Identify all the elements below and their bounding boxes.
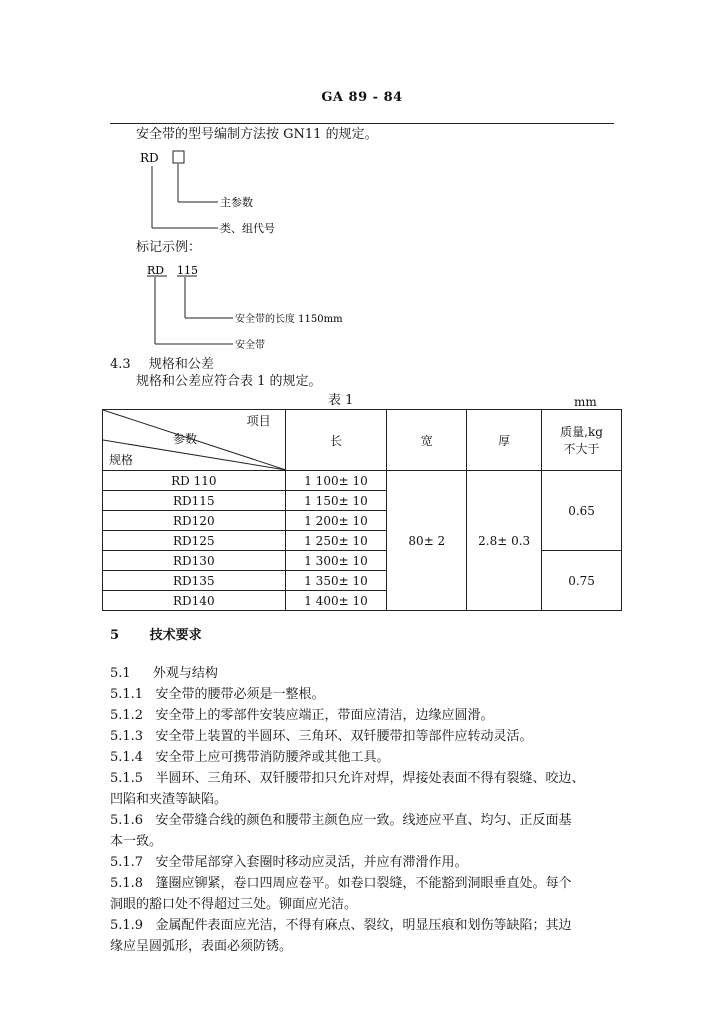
item-text: 金属配件表面应光洁，不得有麻点、裂纹，明显压痕和划伤等缺陷；其边 <box>155 918 572 933</box>
item-5-1-3 <box>110 726 620 747</box>
length-cell: 1 250± 10 <box>285 531 387 551</box>
mass-cell-b: 0.75 <box>542 551 622 611</box>
table-unit: mm <box>574 395 597 409</box>
item-text: 安全带上的零部件安装应端正，带面应清洁，边缘应圆滑。 <box>155 708 494 723</box>
header-width: 宽 <box>387 410 467 471</box>
section-5-heading <box>110 626 202 646</box>
spec-cell: RD130 <box>103 551 286 571</box>
thickness-cell: 2.8± 0.3 <box>467 471 542 611</box>
header-mass-note: 不大于 <box>563 442 600 456</box>
table-row <box>103 551 622 571</box>
intro-line: 安全带的型号编制方法按 GN11 的规定。 <box>136 127 378 142</box>
example-number: 115 <box>177 264 198 277</box>
table-header-row <box>103 410 622 471</box>
section-number: 4.3 <box>110 357 131 372</box>
item-number: 5.1.2 <box>110 708 144 723</box>
length-cell: 1 300± 10 <box>285 551 387 571</box>
example-heading: 标记示例： <box>136 240 202 255</box>
item-text: 安全带上应可携带消防腰斧或其他工具。 <box>155 750 390 765</box>
item-number: 5.1.4 <box>110 750 144 765</box>
spec-cell: RD 110 <box>103 471 286 491</box>
header-thickness: 厚 <box>467 410 542 471</box>
code-diagram-group-label: 类、组代号 <box>220 222 275 235</box>
item-number: 5.1.6 <box>110 813 144 828</box>
length-cell: 1 100± 10 <box>285 471 387 491</box>
item-text-cont: 本一致。 <box>110 834 163 849</box>
item-number: 5.1.3 <box>110 729 144 744</box>
code-diagram-box-label: 主参数 <box>220 196 253 209</box>
section-title: 技术要求 <box>149 628 202 643</box>
example-name-label: 安全带 <box>235 340 265 351</box>
example-diagram <box>145 262 385 352</box>
table-row <box>103 471 622 491</box>
item-text: 安全带上装置的半圆环、三角环、双钎腰带扣等部件应转动灵活。 <box>155 729 533 744</box>
mass-cell-a: 0.65 <box>542 471 622 551</box>
section-number: 5 <box>110 628 120 643</box>
item-number: 5.1.9 <box>110 918 144 933</box>
example-length-label: 安全带的长度 1150mm <box>235 314 343 325</box>
item-text-cont: 凹陷和夹渣等缺陷。 <box>110 792 228 807</box>
item-text: 安全带的腰带必须是一整根。 <box>155 687 325 702</box>
item-text-cont: 洞眼的豁口处不得超过三处。铆面应光洁。 <box>110 897 358 912</box>
item-text: 安全带缝合线的颜色和腰带主颜色应一致。线迹应平直、均匀、正反面基 <box>155 813 572 828</box>
subsection-5-1-heading <box>110 664 218 684</box>
corner-bottom: 规格 <box>109 453 134 467</box>
spec-cell: RD115 <box>103 491 286 511</box>
length-cell: 1 350± 10 <box>285 571 387 591</box>
item-number: 5.1.8 <box>110 876 144 891</box>
code-diagram-code: RD <box>140 151 159 165</box>
header-mass-label: 质量,kg <box>560 425 603 439</box>
section-4-3-text: 规格和公差应符合表 1 的规定。 <box>136 374 322 389</box>
header-rule <box>110 123 614 124</box>
item-5-1-7 <box>110 852 620 873</box>
item-5-1-4 <box>110 747 620 768</box>
item-number: 5.1.5 <box>110 771 144 786</box>
item-5-1-2 <box>110 705 620 726</box>
item-text: 安全带尾部穿入套圈时移动应灵活，并应有滞滑作用。 <box>155 855 468 870</box>
item-5-1-8 <box>110 873 620 915</box>
corner-middle: 参数 <box>173 432 198 446</box>
corner-cell <box>103 410 286 471</box>
width-cell: 80± 2 <box>387 471 467 611</box>
corner-top: 项目 <box>246 414 271 428</box>
item-number: 5.1.7 <box>110 855 144 870</box>
item-5-1-1 <box>110 684 620 705</box>
length-cell: 1 150± 10 <box>285 491 387 511</box>
parameter-box <box>173 151 184 163</box>
spec-table <box>102 409 622 611</box>
item-text-cont: 缘应呈圆弧形，表面必须防锈。 <box>110 939 293 954</box>
header-mass <box>542 410 622 471</box>
item-number: 5.1.1 <box>110 687 144 702</box>
spec-cell: RD140 <box>103 591 286 611</box>
item-text: 篷圈应铆紧，卷口四周应卷平。如卷口裂缝，不能豁到洞眼垂直处。每个 <box>155 876 572 891</box>
header-code: GA 89 - 84 <box>321 90 403 105</box>
item-5-1-5 <box>110 768 620 810</box>
spec-cell: RD120 <box>103 511 286 531</box>
table-caption: 表 1 <box>328 393 354 408</box>
code-diagram <box>140 148 340 238</box>
subsection-title: 外观与结构 <box>152 666 218 681</box>
spec-cell: RD135 <box>103 571 286 591</box>
section-title: 规格和公差 <box>148 357 214 372</box>
item-5-1-6 <box>110 810 620 852</box>
header-length: 长 <box>285 410 387 471</box>
item-5-1-9 <box>110 915 620 957</box>
example-code: RD <box>147 264 165 277</box>
item-text: 半圆环、三角环、双钎腰带扣只允许对焊，焊接处表面不得有裂缝、咬边、 <box>155 771 585 786</box>
length-cell: 1 400± 10 <box>285 591 387 611</box>
spec-cell: RD125 <box>103 531 286 551</box>
length-cell: 1 200± 10 <box>285 511 387 531</box>
subsection-number: 5.1 <box>110 666 131 681</box>
